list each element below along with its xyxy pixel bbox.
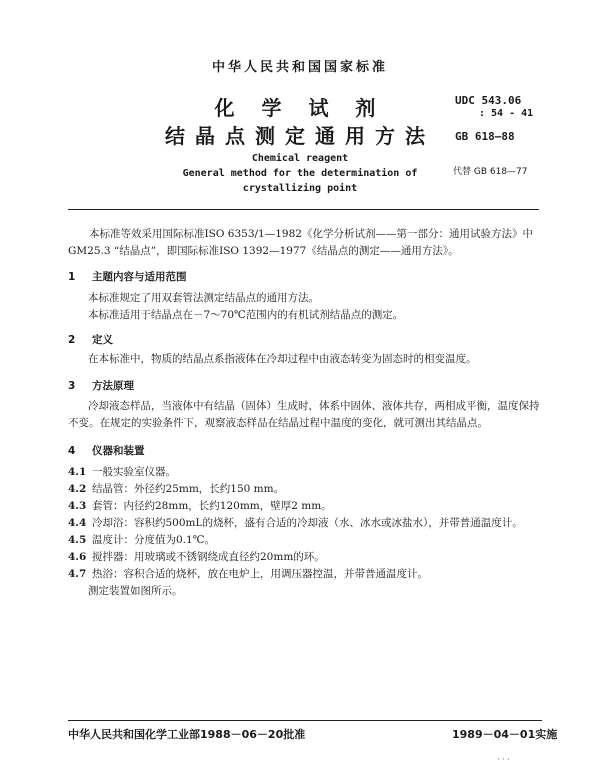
section-2-heading [68, 332, 113, 347]
list-item [68, 464, 540, 479]
gb-number: GB 618—88 [455, 130, 515, 143]
udc-code-suffix: : 54 - 41 [479, 108, 534, 119]
intro-paragraph: 本标准等效采用国际标准ISO 6353/1—1982《化学分析试剂——第一部分：通用试验方法》中GM25.3 “结晶点”，即国际标准ISO 1392—1977《结晶点的测定——通用方法》。 [68, 228, 533, 257]
title-en-line2: General method for the determination of [182, 168, 418, 179]
section-title: 仪器和装置 [92, 445, 145, 457]
approval-date: 中华人民共和国化学工业部1988－06－20批准 [68, 728, 306, 741]
item-number: 4.3 [68, 500, 87, 512]
section-1-text-1: 本标准规定了用双套管法测定结晶点的通用方法。 [88, 292, 319, 304]
figure-reference: 测定装置如图所示。 [88, 585, 183, 597]
section-number: 4 [68, 445, 76, 457]
item-text: 温度计：分度值为0.1℃。 [92, 534, 215, 546]
item-text: 冷却浴：容积约500mL的烧杯，盛有合适的冷却液（水、冰水或冰盐水），并带普通温度计。 [92, 517, 523, 529]
title-cn-line2: 结晶点测定通用方法 [165, 124, 435, 148]
list-item [68, 498, 540, 513]
bottom-divider [68, 720, 542, 721]
section-1-text-2: 本标准适用于结晶点在－7～70℃范围内的有机试剂结晶点的测定。 [88, 309, 404, 321]
item-text: 热浴：容积合适的烧杯，放在电炉上，用调压器控温，并带普通温度计。 [92, 568, 428, 580]
item-text: 一般实验室仪器。 [92, 466, 176, 478]
udc-code: UDC 543.06 [455, 94, 522, 107]
title-en-line1: Chemical reagent [251, 153, 349, 164]
top-divider [68, 209, 539, 210]
section-number: 1 [68, 271, 76, 283]
item-number: 4.7 [68, 568, 87, 580]
list-item [68, 481, 540, 496]
list-item [68, 532, 540, 547]
section-3-heading [68, 378, 134, 393]
list-item [68, 549, 540, 564]
section-3-paragraph: 冷却液态样品，当液体中有结晶（固体）生成时，体系中固体、液体共存，两相成平衡，温度保持不变。在规定的实验条件下，观察液态样品在结晶过程中温度的变化，就可测出其结晶点。 [68, 400, 540, 429]
item-number: 4.1 [68, 466, 87, 478]
item-text: 结晶管：外径约25mm，长约150 mm。 [92, 483, 285, 495]
title-cn-line1: 化 学 试 剂 [214, 96, 386, 120]
publisher-header: 中华人民共和国国家标准 [211, 60, 388, 75]
item-number: 4.5 [68, 534, 87, 546]
title-en-line3: crystallizing point [242, 183, 358, 194]
implementation-date: 1989－04－01实施 [452, 728, 558, 741]
item-number: 4.2 [68, 483, 87, 495]
page-mark: · · · [497, 755, 510, 764]
section-2-text-1: 在本标准中，物质的结晶点系指液体在冷却过程中由液态转变为固态时的相变温度。 [88, 353, 477, 365]
section-title: 方法原理 [92, 380, 134, 392]
section-title: 主题内容与适用范围 [92, 271, 187, 283]
item-text: 搅拌器：用玻璃或不锈钢绕成直径约20mm的环。 [92, 551, 325, 563]
item-text: 套管：内径约28mm，长约120mm，壁厚2 mm。 [92, 500, 332, 512]
section-number: 2 [68, 334, 76, 346]
item-number: 4.4 [68, 517, 87, 529]
item-number: 4.6 [68, 551, 87, 563]
list-item [68, 566, 540, 581]
section-1-heading [68, 269, 187, 284]
replaces-standard: 代替 GB 618—77 [453, 167, 528, 177]
section-number: 3 [68, 380, 76, 392]
list-item [68, 515, 540, 530]
section-title: 定义 [92, 334, 113, 346]
section-4-heading [68, 443, 145, 458]
